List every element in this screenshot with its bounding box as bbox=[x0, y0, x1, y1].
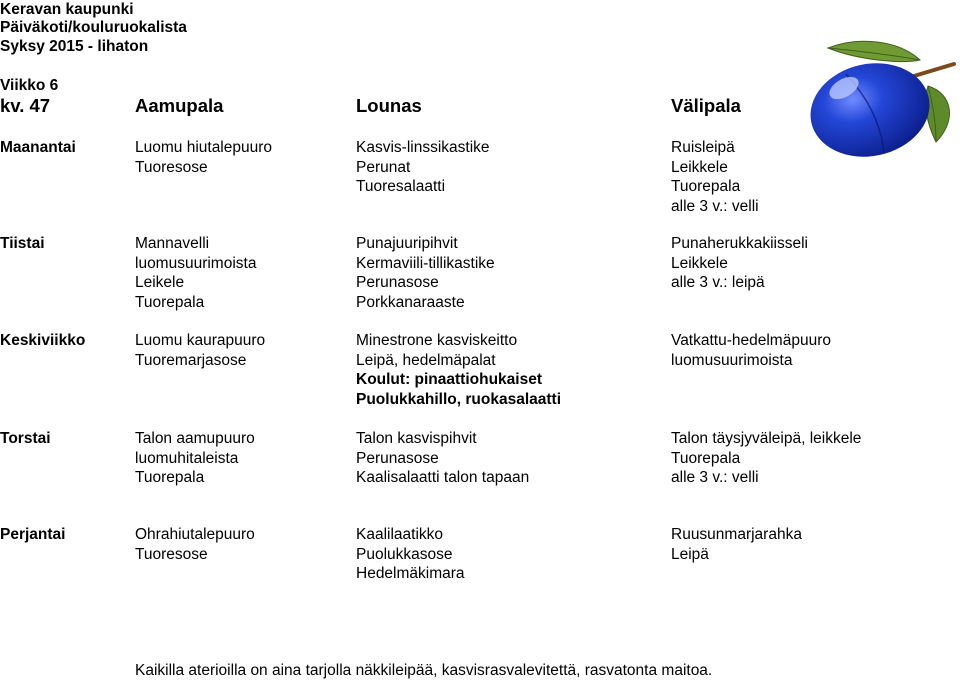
day-label-tuesday: Tiistai bbox=[0, 235, 45, 252]
school-menu-note: Koulut: pinaattiohukaiset bbox=[356, 371, 542, 389]
menu-item: Leikkele bbox=[671, 254, 728, 272]
menu-item: Tuoresose bbox=[135, 158, 208, 176]
menu-item: Kaalilaatikko bbox=[356, 526, 444, 543]
friday-snack bbox=[671, 525, 802, 564]
menu-item: luomuhitaleista bbox=[135, 449, 239, 467]
tuesday-snack bbox=[671, 234, 808, 293]
menu-item: Leikkele bbox=[671, 158, 728, 176]
menu-item: Mannavelli bbox=[135, 235, 210, 252]
menu-item: Ohrahiutalepuuro bbox=[135, 526, 255, 543]
friday-breakfast bbox=[135, 525, 255, 564]
menu-item: Perunat bbox=[356, 158, 411, 176]
menu-item: Ruusunmarjarahka bbox=[671, 526, 802, 543]
tuesday-lunch bbox=[356, 234, 495, 312]
organization-name: Keravan kaupunki bbox=[0, 1, 134, 18]
menu-item: Kermaviili-tillikastike bbox=[356, 254, 495, 272]
menu-item: Tuorepala bbox=[671, 178, 741, 196]
plum-icon bbox=[788, 38, 960, 158]
kv-label: kv. 47 bbox=[0, 95, 51, 116]
footer-note: Kaikilla aterioilla on aina tarjolla näkkileipää, kasvisrasvalevitettä, rasvatonta maitoa. bbox=[135, 662, 713, 679]
menu-item: luomusuurimoista bbox=[671, 351, 793, 369]
day-label-wednesday: Keskiviikko bbox=[0, 332, 86, 349]
week-label: Viikko 6 bbox=[0, 77, 59, 94]
thursday-lunch bbox=[356, 429, 529, 488]
day-label-monday: Maanantai bbox=[0, 139, 76, 156]
menu-item: Tuorepala bbox=[671, 449, 741, 467]
day-label-thursday: Torstai bbox=[0, 430, 51, 447]
column-header-snack: Välipala bbox=[671, 95, 741, 116]
school-menu-note: Puolukkahillo, ruokasalaatti bbox=[356, 390, 562, 408]
season-title: Syksy 2015 - lihaton bbox=[0, 38, 149, 55]
menu-item: Punajuuripihvit bbox=[356, 235, 458, 252]
menu-item: alle 3 v.: velli bbox=[671, 469, 759, 487]
monday-breakfast bbox=[135, 138, 272, 177]
menu-item: Kaalisalaatti talon tapaan bbox=[356, 469, 530, 487]
friday-lunch bbox=[356, 525, 465, 584]
menu-item: Luomu kaurapuuro bbox=[135, 332, 266, 349]
wednesday-breakfast bbox=[135, 331, 265, 370]
menu-item: Vatkattu-hedelmäpuuro bbox=[671, 332, 831, 349]
menu-list-title: Päiväkoti/kouluruokalista bbox=[0, 19, 187, 36]
menu-item: Minestrone kasviskeitto bbox=[356, 332, 518, 349]
menu-item: Porkkanaraaste bbox=[356, 293, 465, 311]
menu-item: Ruisleipä bbox=[671, 139, 735, 156]
monday-lunch bbox=[356, 138, 490, 197]
menu-item: Talon täysjyväleipä, leikkele bbox=[671, 430, 862, 447]
menu-item: Puolukkasose bbox=[356, 545, 453, 563]
menu-item: Leikele bbox=[135, 274, 185, 292]
menu-item: Kasvis-linssikastike bbox=[356, 139, 490, 156]
wednesday-snack bbox=[671, 331, 831, 370]
thursday-breakfast bbox=[135, 429, 255, 488]
thursday-snack bbox=[671, 429, 861, 488]
menu-item: Punaherukkakiisseli bbox=[671, 235, 808, 252]
menu-item: luomusuurimoista bbox=[135, 254, 257, 272]
menu-item: Tuorepala bbox=[135, 293, 205, 311]
menu-item: Tuoremarjasose bbox=[135, 351, 247, 369]
menu-item: Talon kasvispihvit bbox=[356, 430, 477, 447]
menu-item: alle 3 v.: leipä bbox=[671, 274, 765, 292]
menu-item: Perunasose bbox=[356, 449, 439, 467]
monday-snack bbox=[671, 138, 759, 216]
column-header-breakfast: Aamupala bbox=[135, 95, 224, 116]
wednesday-lunch bbox=[356, 331, 561, 409]
menu-item: Tuoresose bbox=[135, 545, 208, 563]
menu-item: Tuorepala bbox=[135, 469, 205, 487]
day-label-friday: Perjantai bbox=[0, 526, 66, 543]
menu-item: Talon aamupuuro bbox=[135, 430, 255, 447]
menu-item: Perunasose bbox=[356, 274, 439, 292]
menu-item: alle 3 v.: velli bbox=[671, 197, 759, 215]
menu-item: Hedelmäkimara bbox=[356, 565, 465, 583]
column-header-lunch: Lounas bbox=[356, 95, 422, 116]
menu-item: Leipä bbox=[671, 545, 709, 563]
tuesday-breakfast bbox=[135, 234, 256, 312]
menu-item: Luomu hiutalepuuro bbox=[135, 139, 273, 156]
menu-item: Tuoresalaatti bbox=[356, 178, 446, 196]
menu-item: Leipä, hedelmäpalat bbox=[356, 351, 496, 369]
